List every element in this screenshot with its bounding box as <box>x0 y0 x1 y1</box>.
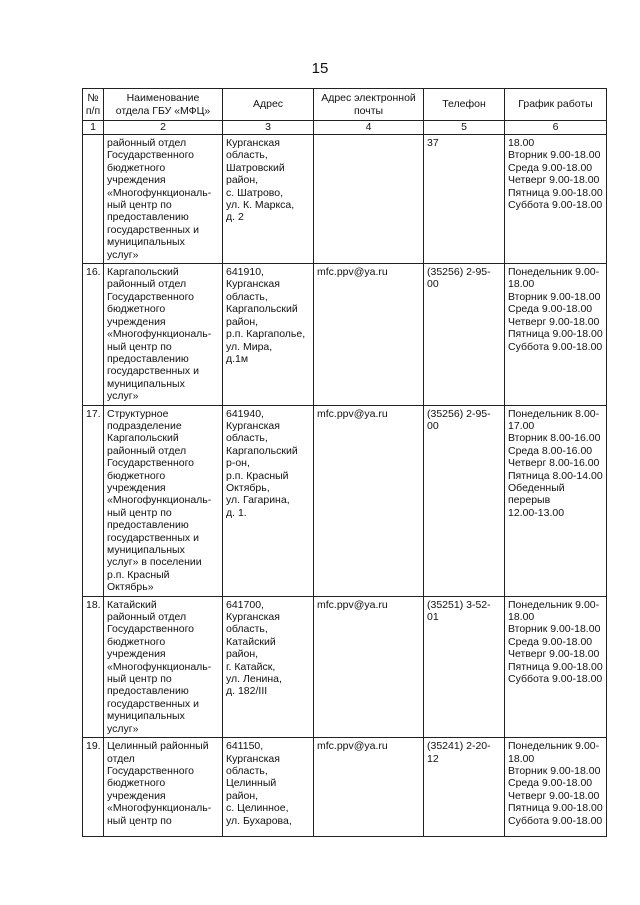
office-schedule: Понедельник 9.00- 18.00 Вторник 9.00-18.00 Среда 9.00-18.00 Четверг 9.00-18.00 Пятница 9.00-18.00 Суббота 9.00-18.00 <box>505 596 607 737</box>
office-phone: (35251) 3-52- 01 <box>424 596 505 737</box>
office-schedule: Понедельник 9.00- 18.00 Вторник 9.00-18.00 Среда 9.00-18.00 Четверг 9.00-18.00 Пятница 9.00-18.00 Суббота 9.00-18.00 <box>505 264 607 405</box>
office-phone: 37 <box>424 135 505 264</box>
header-number: № п/п <box>83 89 104 121</box>
office-email: mfc.ppv@ya.ru <box>314 738 424 837</box>
row-number <box>83 135 104 264</box>
row-number: 16. <box>83 264 104 405</box>
header-phone: Телефон <box>424 89 505 121</box>
table-row <box>83 264 607 405</box>
mfc-offices-table <box>82 88 607 837</box>
office-email: mfc.ppv@ya.ru <box>314 596 424 737</box>
office-name: районный отдел Государственного бюджетного учреждения «Многофункциональ- ный центр по предоставлению государственных и муниципальных услуг» <box>104 135 223 264</box>
column-number: 3 <box>223 121 314 135</box>
header-schedule: График работы <box>505 89 607 121</box>
office-schedule: Понедельник 9.00- 18.00 Вторник 9.00-18.00 Среда 9.00-18.00 Четверг 9.00-18.00 Пятница 9.00-18.00 Суббота 9.00-18.00 <box>505 738 607 837</box>
table-row <box>83 405 607 596</box>
column-number: 4 <box>314 121 424 135</box>
column-number: 6 <box>505 121 607 135</box>
office-phone: (35241) 2-20- 12 <box>424 738 505 837</box>
office-name: Целинный районный отдел Государственного бюджетного учреждения «Многофункциональ- ный центр по <box>104 738 223 837</box>
office-address: 641700, Курганская область, Катайский район, г. Катайск, ул. Ленина, д. 182/III <box>223 596 314 737</box>
office-address: 641910, Курганская область, Каргапольский район, р.п. Каргаполье, ул. Мира, д.1м <box>223 264 314 405</box>
column-numbers-row <box>83 121 607 135</box>
office-email: mfc.ppv@ya.ru <box>314 405 424 596</box>
page-number: 15 <box>311 60 329 77</box>
row-number: 18. <box>83 596 104 737</box>
table-row <box>83 135 607 264</box>
row-number: 19. <box>83 738 104 837</box>
office-name: Каргапольский районный отдел Государственного бюджетного учреждения «Многофункциональ- ный центр по предоставлению государственных и муниципальных услуг» <box>104 264 223 405</box>
header-address: Адрес <box>223 89 314 121</box>
office-phone: (35256) 2-95- 00 <box>424 405 505 596</box>
office-schedule: 18.00 Вторник 9.00-18.00 Среда 9.00-18.00 Четверг 9.00-18.00 Пятница 9.00-18.00 Суббота 9.00-18.00 <box>505 135 607 264</box>
office-address: 641150, Курганская область, Целинный район, с. Целинное, ул. Бухарова, <box>223 738 314 837</box>
office-address: Курганская область, Шатровский район, с. Шатрово, ул. К. Маркса, д. 2 <box>223 135 314 264</box>
column-number: 2 <box>104 121 223 135</box>
office-email <box>314 135 424 264</box>
office-email: mfc.ppv@ya.ru <box>314 264 424 405</box>
office-phone: (35256) 2-95- 00 <box>424 264 505 405</box>
column-number: 5 <box>424 121 505 135</box>
table-row <box>83 738 607 837</box>
column-number: 1 <box>83 121 104 135</box>
table-header <box>83 89 607 121</box>
office-schedule: Понедельник 8.00- 17.00 Вторник 8.00-16.00 Среда 8.00-16.00 Четверг 8.00-16.00 Пятница 8.00-14.00 Обеденный перерыв 12.00-13.00 <box>505 405 607 596</box>
header-email: Адрес электронной почты <box>314 89 424 121</box>
office-name: Структурное подразделение Каргапольский районный отдел Государственного бюджетного учреждения «Многофункциональ- ный центр по предоставлению государственных и муниципальных услуг» в поселении р.п. Красный Октябрь» <box>104 405 223 596</box>
office-address: 641940, Курганская область, Каргапольский р-он, р.п. Красный Октябрь, ул. Гагарина, д. 1. <box>223 405 314 596</box>
table-row <box>83 596 607 737</box>
row-number: 17. <box>83 405 104 596</box>
header-name: Наименование отдела ГБУ «МФЦ» <box>104 89 223 121</box>
office-name: Катайский районный отдел Государственного бюджетного учреждения «Многофункциональ- ный центр по предоставлению государственных и муниципальных услуг» <box>104 596 223 737</box>
